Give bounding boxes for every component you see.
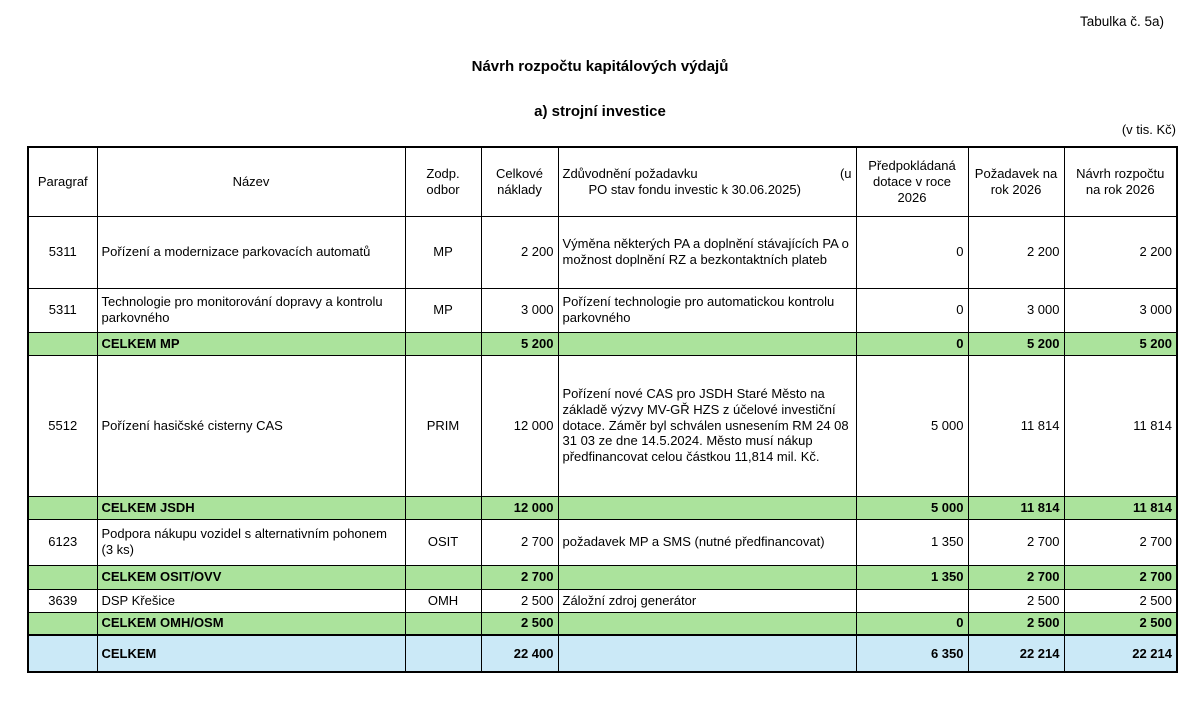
cell-nazev: Pořízení a modernizace parkovacích automatů [97, 216, 405, 288]
table-row [28, 216, 1177, 288]
cell-zodp-odbor: OMH [405, 589, 481, 612]
cell-predpokladana-dotace: 5 000 [856, 355, 968, 496]
budget-table [27, 146, 1178, 673]
cell-zduvodneni: požadavek MP a SMS (nutné předfinancovat) [558, 519, 856, 565]
cell-celkove-naklady: 3 000 [481, 288, 558, 332]
cell-predpokladana-dotace: 1 350 [856, 565, 968, 589]
cell-paragraf [28, 332, 97, 355]
cell-celkove-naklady: 2 500 [481, 612, 558, 635]
table-row [28, 332, 1177, 355]
table-row [28, 612, 1177, 635]
cell-paragraf: 3639 [28, 589, 97, 612]
cell-zduvodneni [558, 496, 856, 519]
table-number-label: Tabulka č. 5a) [1079, 14, 1164, 29]
header-row [28, 147, 1177, 216]
header-cell-navrh-rozpoctu: Návrh rozpočtu na rok 2026 [1064, 147, 1177, 216]
cell-celkove-naklady: 2 700 [481, 565, 558, 589]
cell-pozadavek: 22 214 [968, 635, 1064, 672]
cell-paragraf: 6123 [28, 519, 97, 565]
cell-paragraf [28, 612, 97, 635]
cell-nazev: DSP Křešice [97, 589, 405, 612]
header-note-line1-left: Zdůvodnění požadavku [562, 165, 698, 181]
cell-zodp-odbor [405, 332, 481, 355]
cell-predpokladana-dotace: 0 [856, 288, 968, 332]
cell-navrh-rozpoctu: 5 200 [1064, 332, 1177, 355]
cell-nazev: CELKEM MP [97, 332, 405, 355]
header-note [563, 166, 852, 198]
cell-celkove-naklady: 5 200 [481, 332, 558, 355]
cell-zodp-odbor: MP [405, 216, 481, 288]
cell-celkove-naklady: 22 400 [481, 635, 558, 672]
header-note-line1-right: (u [839, 165, 852, 181]
cell-zduvodneni [558, 332, 856, 355]
cell-nazev: CELKEM [97, 635, 405, 672]
cell-navrh-rozpoctu: 2 200 [1064, 216, 1177, 288]
cell-pozadavek: 3 000 [968, 288, 1064, 332]
cell-zduvodneni: Výměna některých PA a doplnění stávajících PA o možnost doplnění RZ a bezkontaktních plateb [558, 216, 856, 288]
cell-navrh-rozpoctu: 2 500 [1064, 589, 1177, 612]
cell-predpokladana-dotace: 1 350 [856, 519, 968, 565]
cell-paragraf [28, 635, 97, 672]
table-row [28, 288, 1177, 332]
cell-celkove-naklady: 2 700 [481, 519, 558, 565]
cell-predpokladana-dotace [856, 589, 968, 612]
cell-paragraf: 5311 [28, 216, 97, 288]
table-row [28, 355, 1177, 496]
cell-zduvodneni [558, 565, 856, 589]
cell-pozadavek: 2 700 [968, 519, 1064, 565]
cell-pozadavek: 11 814 [968, 496, 1064, 519]
cell-pozadavek: 5 200 [968, 332, 1064, 355]
cell-predpokladana-dotace: 0 [856, 612, 968, 635]
header-cell-pozadavek: Požadavek na rok 2026 [968, 147, 1064, 216]
header-cell-nazev: Název [97, 147, 405, 216]
cell-zodp-odbor [405, 496, 481, 519]
cell-predpokladana-dotace: 0 [856, 332, 968, 355]
page-title: Návrh rozpočtu kapitálových výdajů [471, 58, 729, 75]
cell-celkove-naklady: 12 000 [481, 355, 558, 496]
cell-navrh-rozpoctu: 2 700 [1064, 565, 1177, 589]
cell-paragraf: 5311 [28, 288, 97, 332]
cell-zodp-odbor [405, 565, 481, 589]
cell-paragraf [28, 565, 97, 589]
cell-pozadavek: 2 500 [968, 612, 1064, 635]
cell-zodp-odbor: MP [405, 288, 481, 332]
cell-navrh-rozpoctu: 2 500 [1064, 612, 1177, 635]
cell-zduvodneni: Záložní zdroj generátor [558, 589, 856, 612]
cell-celkove-naklady: 2 500 [481, 589, 558, 612]
cell-pozadavek: 11 814 [968, 355, 1064, 496]
cell-navrh-rozpoctu: 22 214 [1064, 635, 1177, 672]
cell-zodp-odbor: PRIM [405, 355, 481, 496]
table-row [28, 496, 1177, 519]
cell-predpokladana-dotace: 0 [856, 216, 968, 288]
cell-nazev: CELKEM OMH/OSM [97, 612, 405, 635]
cell-navrh-rozpoctu: 3 000 [1064, 288, 1177, 332]
cell-nazev: Pořízení hasičské cisterny CAS [97, 355, 405, 496]
cell-paragraf [28, 496, 97, 519]
cell-nazev: Podpora nákupu vozidel s alternativním pohonem (3 ks) [97, 519, 405, 565]
cell-celkove-naklady: 2 200 [481, 216, 558, 288]
cell-predpokladana-dotace: 5 000 [856, 496, 968, 519]
table-row [28, 635, 1177, 672]
cell-zduvodneni [558, 612, 856, 635]
header-cell-zduvodneni [558, 147, 856, 216]
cell-nazev: Technologie pro monitorování dopravy a kontrolu parkovného [97, 288, 405, 332]
cell-pozadavek: 2 200 [968, 216, 1064, 288]
cell-zduvodneni [558, 635, 856, 672]
cell-zodp-odbor: OSIT [405, 519, 481, 565]
header-cell-celkove-naklady: Celkové náklady [481, 147, 558, 216]
table-body [28, 216, 1177, 672]
cell-pozadavek: 2 700 [968, 565, 1064, 589]
cell-zodp-odbor [405, 635, 481, 672]
cell-navrh-rozpoctu: 2 700 [1064, 519, 1177, 565]
header-note-line1 [563, 166, 852, 182]
cell-predpokladana-dotace: 6 350 [856, 635, 968, 672]
cell-navrh-rozpoctu: 11 814 [1064, 496, 1177, 519]
cell-navrh-rozpoctu: 11 814 [1064, 355, 1177, 496]
header-cell-predpokladana-dotace: Předpokládaná dotace v roce 2026 [856, 147, 968, 216]
cell-zduvodneni: Pořízení technologie pro automatickou kontrolu parkovného [558, 288, 856, 332]
table-row [28, 589, 1177, 612]
cell-paragraf: 5512 [28, 355, 97, 496]
cell-zodp-odbor [405, 612, 481, 635]
cell-nazev: CELKEM OSIT/OVV [97, 565, 405, 589]
table-row [28, 519, 1177, 565]
cell-zduvodneni: Pořízení nové CAS pro JSDH Staré Město na základě výzvy MV-GŘ HZS z účelové investiční dotace. Záměr byl schválen usnesením RM 24 08 31 03 ze dne 14.5.2024. Město musí nákup předfinancovat celou částkou 11,814 mil. Kč. [558, 355, 856, 496]
units-label: (v tis. Kč) [1121, 122, 1176, 137]
header-cell-paragraf: Paragraf [28, 147, 97, 216]
header-cell-zodp-odbor: Zodp. odbor [405, 147, 481, 216]
table-row [28, 565, 1177, 589]
table-header [28, 147, 1177, 216]
header-note-line2: PO stav fondu investic k 30.06.2025) [588, 181, 801, 197]
cell-pozadavek: 2 500 [968, 589, 1064, 612]
page-subtitle: a) strojní investice [534, 103, 666, 120]
cell-nazev: CELKEM JSDH [97, 496, 405, 519]
cell-celkove-naklady: 12 000 [481, 496, 558, 519]
